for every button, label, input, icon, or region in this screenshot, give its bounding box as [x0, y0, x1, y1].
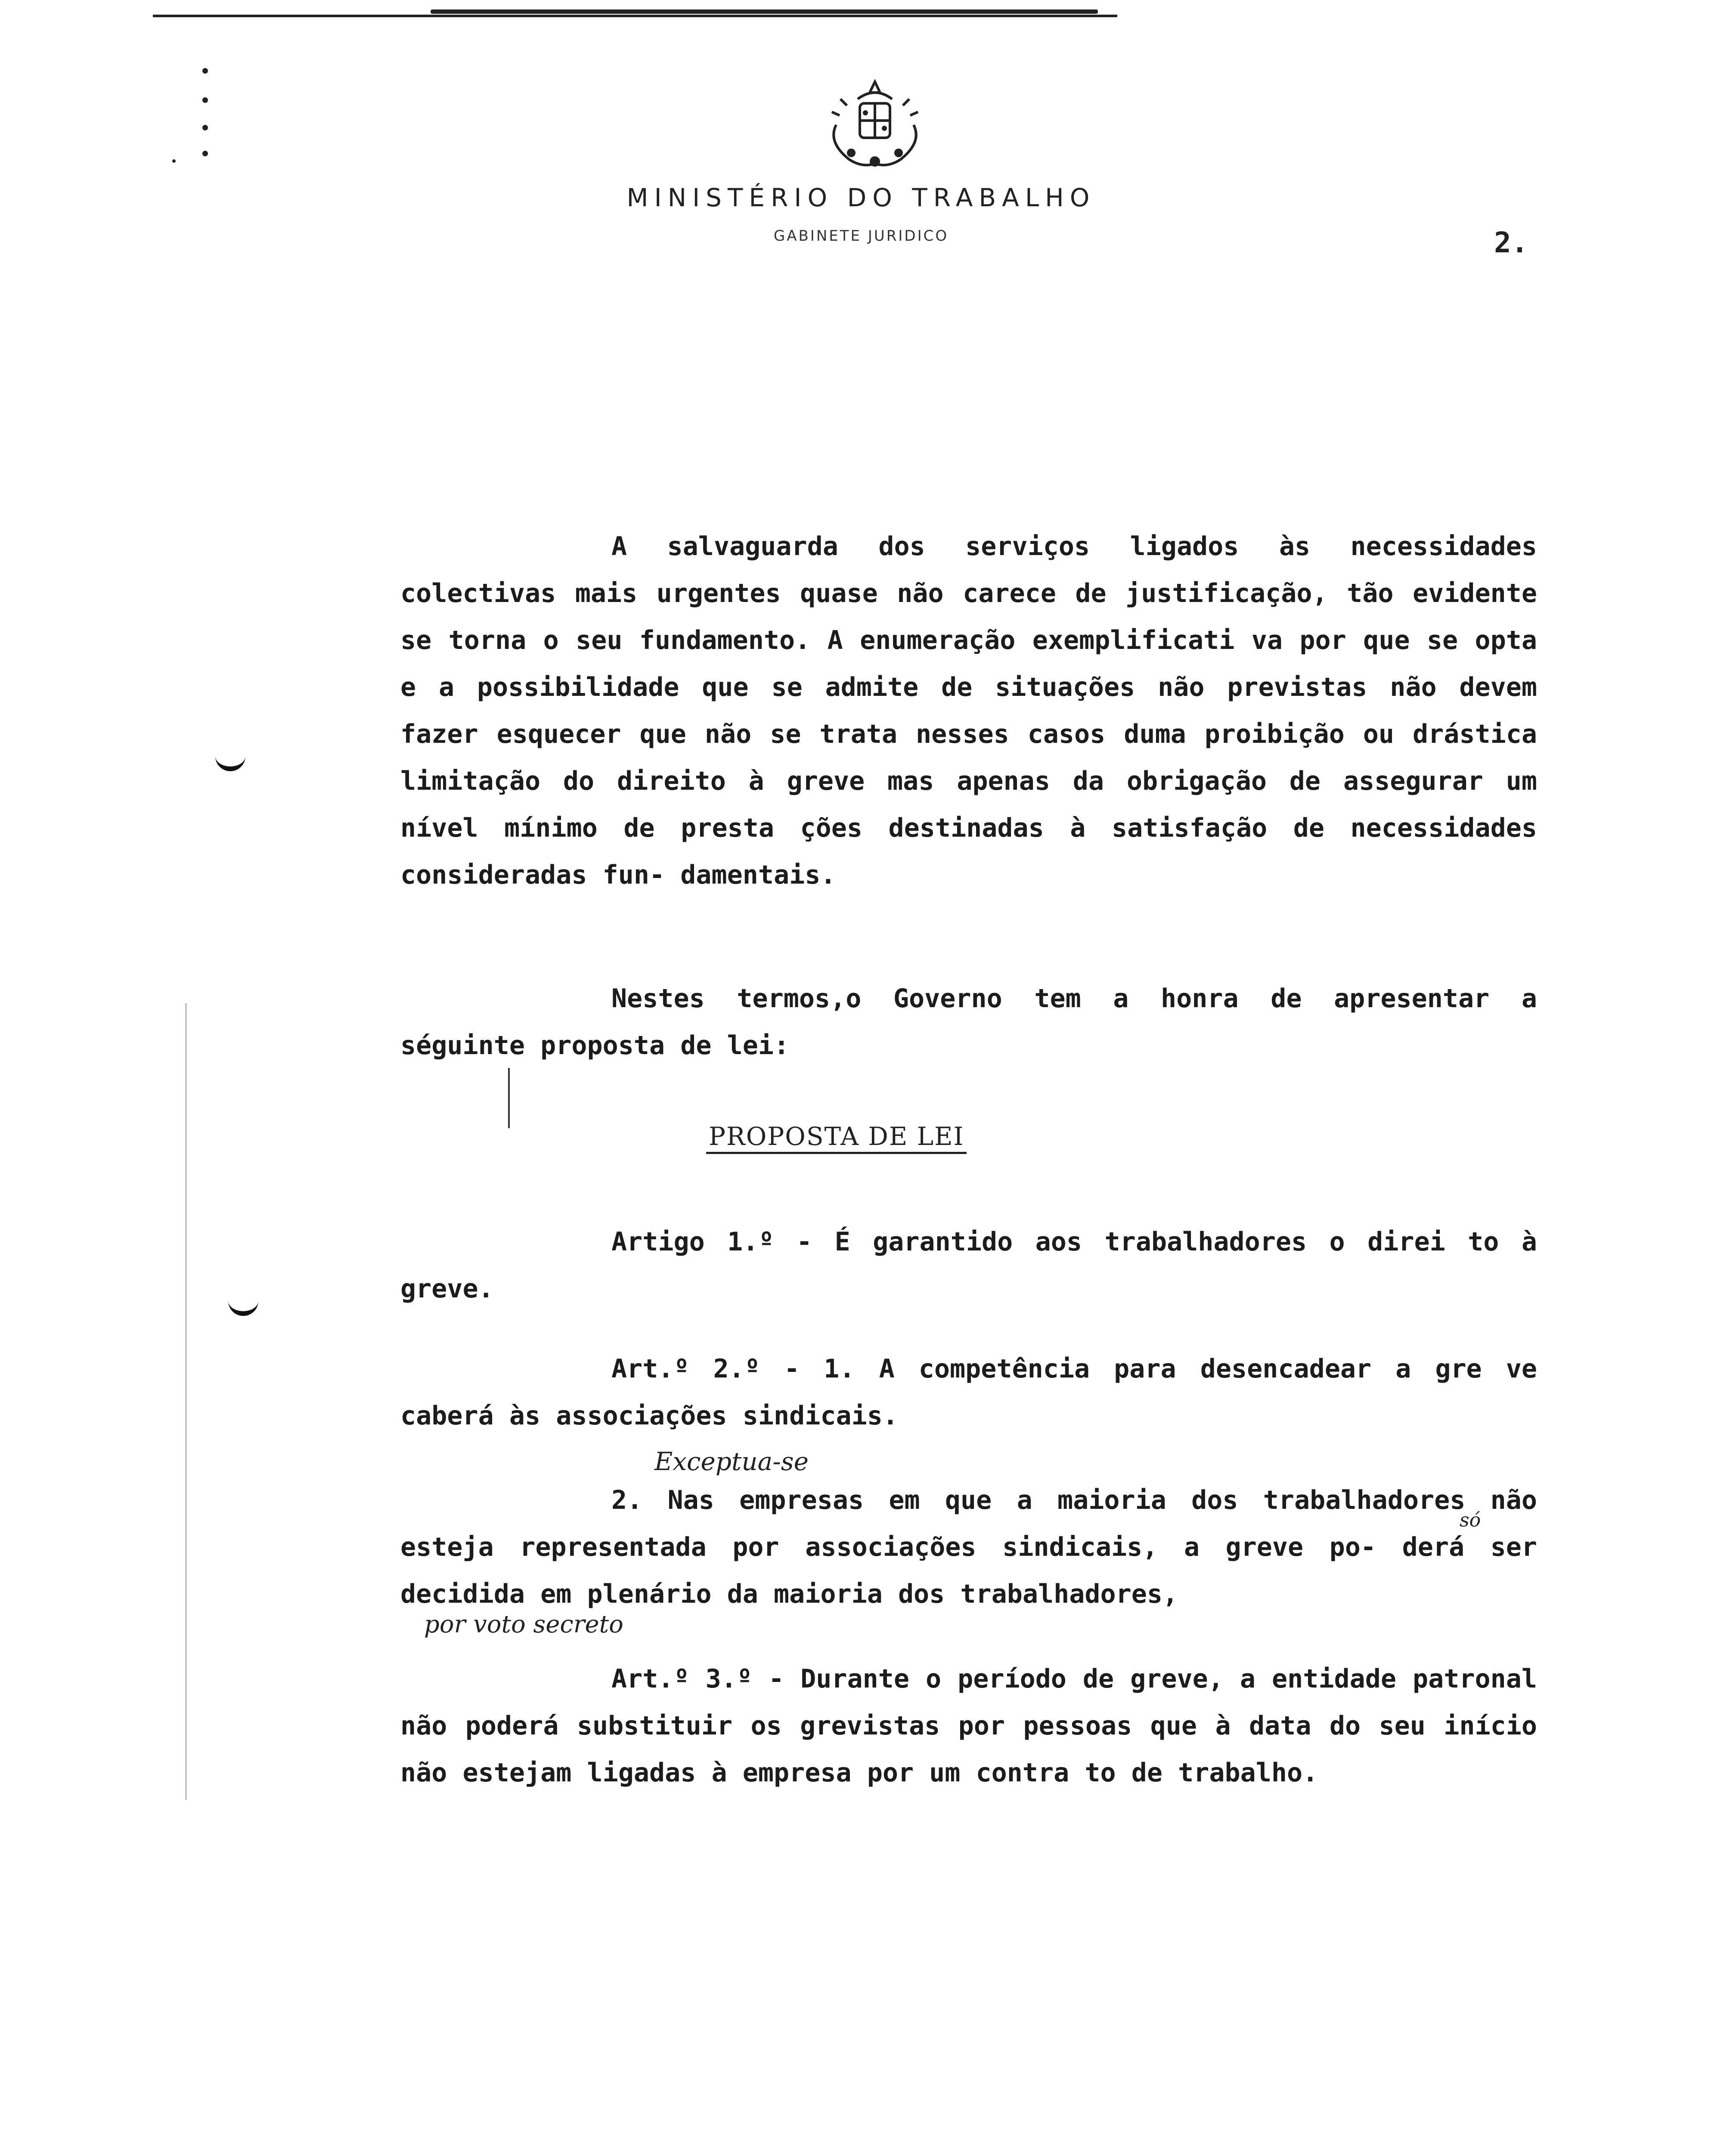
handwritten-insertion: só [1460, 1509, 1481, 1531]
article-2-1 [400, 1346, 1537, 1439]
top-rule [153, 15, 1117, 21]
margin-dot [202, 97, 208, 103]
margin-pencil-line [185, 1003, 187, 1800]
margin-dot [202, 151, 208, 156]
intro-section-2 [400, 975, 1537, 1069]
intro-section [400, 523, 1537, 899]
article-1 [400, 1219, 1537, 1312]
article-3-text: Art.º 3.º - Durante o período de greve, a entidade patronal não poderá substituir os grevistas por pessoas que à data do seu início não estejam ligadas à empresa por um contra to de trabalho. [400, 1664, 1537, 1788]
proposal-title: PROPOSTA DE LEI [706, 1122, 967, 1154]
coat-of-arms-icon [810, 73, 939, 172]
page-number: 2. [1494, 226, 1528, 259]
margin-hand-mark [228, 1292, 258, 1316]
ministry-title: MINISTÉRIO DO TRABALHO [626, 183, 1096, 212]
margin-dot [202, 125, 208, 130]
article-1-text: Artigo 1.º - É garantido aos trabalhadores o direi to à greve. [400, 1227, 1537, 1304]
handwritten-annotation: Exceptua-se [654, 1447, 809, 1476]
department-subtitle: GABINETE JURIDICO [773, 227, 949, 245]
margin-hand-mark [215, 747, 245, 771]
handwritten-note: por voto secreto [424, 1610, 623, 1638]
margin-pencil-line [508, 1068, 510, 1128]
intro-paragraph-1: A salvaguarda dos serviços ligados às necessidades colectivas mais urgentes quase não carece de justificação, tão evidente se torna o seu fundamento. A enumeração exemplificati va por que se opta e a possibilidade que se admite de situações não previstas não devem fazer esquecer que não se trata nesses casos duma proibição ou drástica limitação do direito à greve mas apenas da obrigação de assegurar um nível mínimo de presta ções destinadas à satisfação de necessidades consideradas fun- damentais. [400, 531, 1537, 890]
margin-dot [172, 159, 176, 163]
top-rule-thick [431, 9, 1098, 14]
margin-dot [202, 68, 208, 74]
article-3 [400, 1656, 1537, 1796]
article-2-2 [400, 1477, 1537, 1618]
article-2-1-text: Art.º 2.º - 1. A competência para desencadear a gre ve caberá às associações sindicais. [400, 1354, 1537, 1431]
intro-paragraph-2: Nestes termos,o Governo tem a honra de apresentar a séguinte proposta de lei: [400, 983, 1537, 1061]
article-2-2-text: 2. Nas empresas em que a maioria dos trabalhadores não esteja representada por associações sindicais, a greve po- derá ser decidida em plenário da maioria dos trabalhadores, [400, 1485, 1537, 1609]
